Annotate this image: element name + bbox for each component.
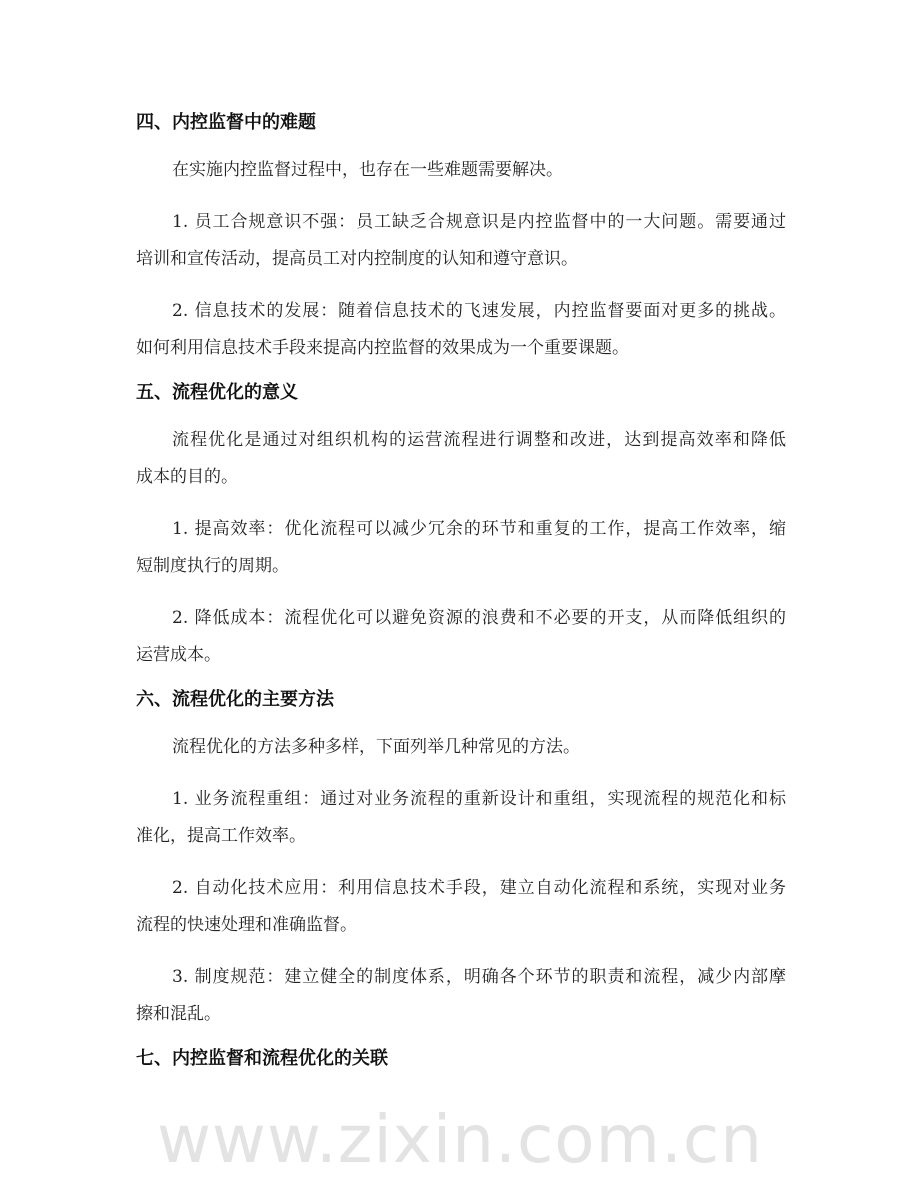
paragraph	[136, 511, 786, 585]
paragraph	[136, 422, 786, 496]
section-heading: 五、流程优化的意义	[136, 382, 298, 403]
paragraph	[136, 729, 786, 766]
text-line: 2. 自动化技术应用：利用信息技术手段，建立自动化流程和系统，实现对业务	[172, 878, 786, 898]
section-heading: 七、内控监督和流程优化的关联	[136, 1048, 388, 1069]
text-line: 运营成本。	[136, 645, 221, 665]
text-line: 成本的目的。	[136, 467, 238, 487]
section-heading: 六、流程优化的主要方法	[136, 689, 334, 710]
paragraph	[136, 293, 786, 367]
text-line: 2. 信息技术的发展：随着信息技术的飞速发展，内控监督要面对更多的挑战。	[172, 301, 786, 321]
text-line: 3. 制度规范：建立健全的制度体系，明确各个环节的职责和流程，减少内部摩	[172, 967, 786, 987]
text-line: 1. 员工合规意识不强：员工缺乏合规意识是内控监督中的一大问题。需要通过	[172, 212, 786, 232]
text-line: 如何利用信息技术手段来提高内控监督的效果成为一个重要课题。	[136, 338, 629, 358]
text-line: 流程优化是通过对组织机构的运营流程进行调整和改进，达到提高效率和降低	[172, 430, 786, 450]
watermark: www.zixin.com.cn	[156, 1101, 764, 1178]
paragraph	[136, 781, 786, 855]
paragraph	[136, 600, 786, 674]
paragraph	[136, 959, 786, 1033]
text-line: 流程的快速处理和准确监督。	[136, 915, 357, 935]
text-line: 流程优化的方法多种多样，下面列举几种常见的方法。	[172, 737, 580, 757]
text-line: 擦和混乱。	[136, 1004, 221, 1024]
document-page	[136, 111, 786, 1071]
paragraph	[136, 204, 786, 278]
text-line: 在实施内控监督过程中，也存在一些难题需要解决。	[172, 160, 563, 180]
paragraph	[136, 870, 786, 944]
text-line: 2. 降低成本：流程优化可以避免资源的浪费和不必要的开支，从而降低组织的	[172, 608, 786, 628]
text-line: 1. 业务流程重组：通过对业务流程的重新设计和重组，实现流程的规范化和标	[172, 789, 786, 809]
paragraph	[136, 152, 786, 189]
text-line: 培训和宣传活动，提高员工对内控制度的认知和遵守意识。	[136, 249, 578, 269]
text-line: 短制度执行的周期。	[136, 556, 289, 576]
text-line: 1. 提高效率：优化流程可以减少冗余的环节和重复的工作，提高工作效率，缩	[172, 519, 786, 539]
section-heading: 四、内控监督中的难题	[136, 112, 316, 133]
text-line: 准化，提高工作效率。	[136, 826, 306, 846]
